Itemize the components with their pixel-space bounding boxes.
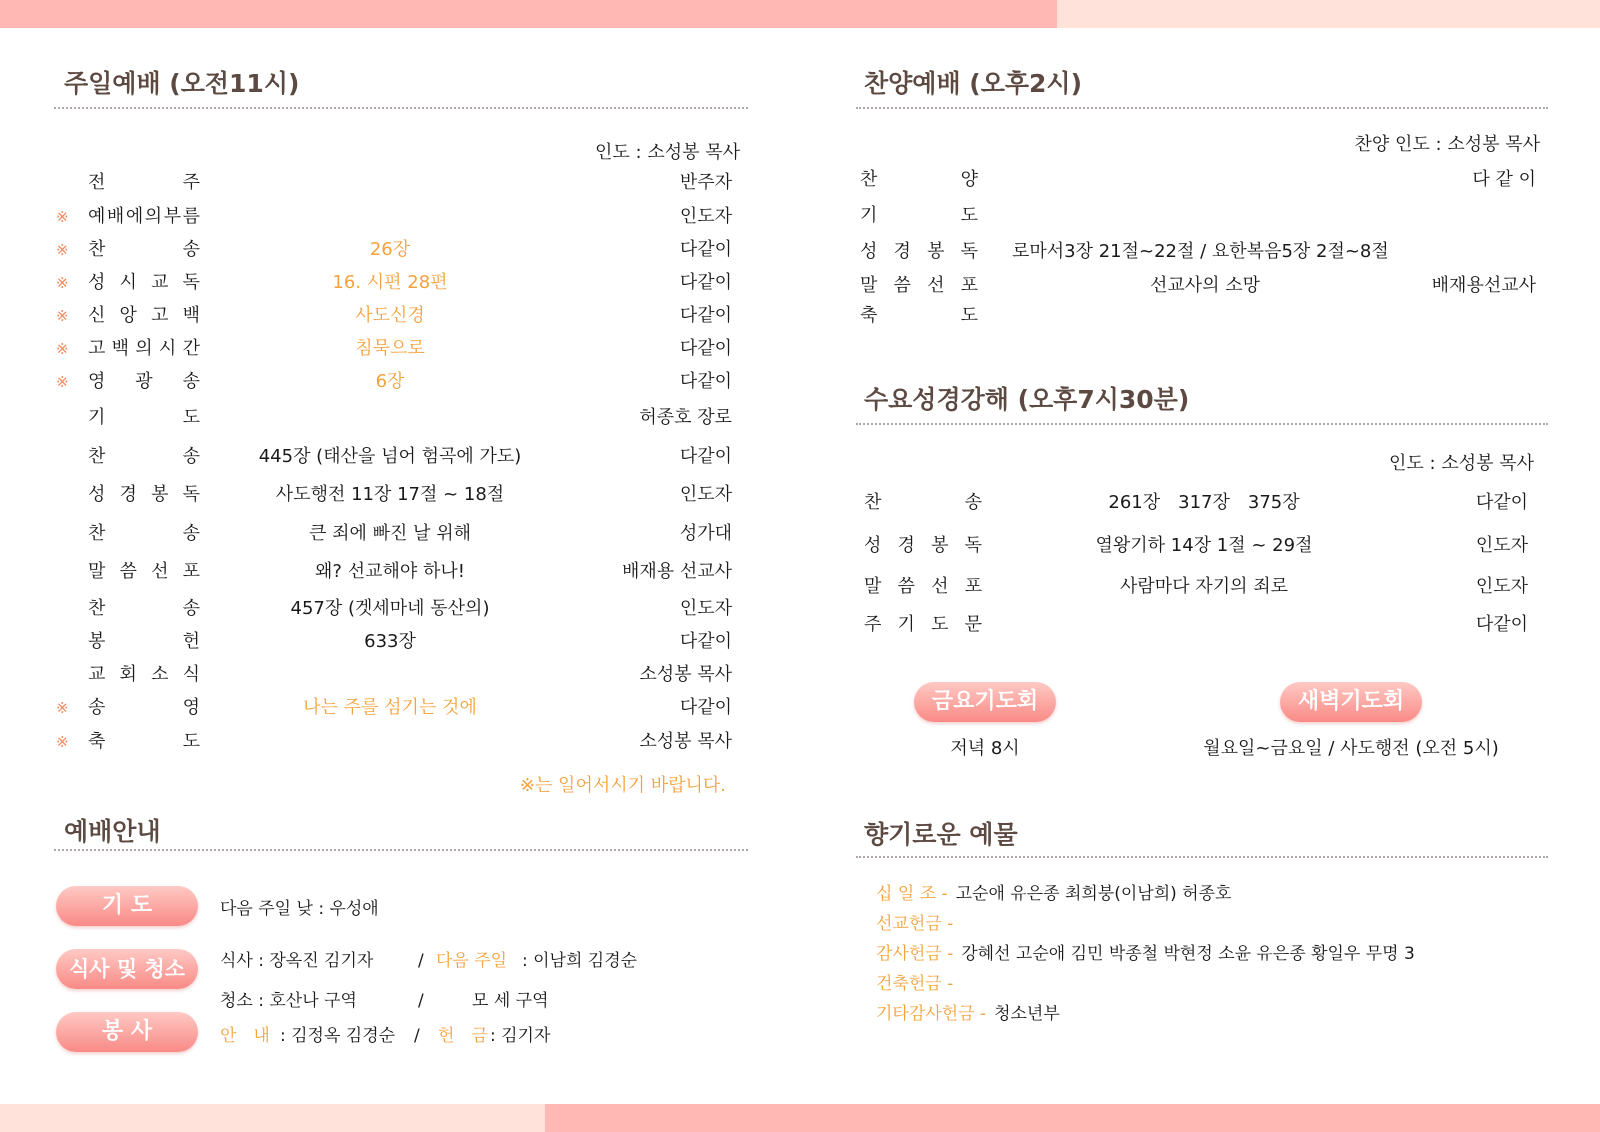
row-person: 인도자: [679, 598, 732, 619]
row-label: [88, 661, 200, 689]
praise-divider: [856, 107, 1548, 109]
label-char: 도: [960, 205, 978, 226]
offerings-title: 향기로운 예물: [864, 820, 1018, 849]
row-label: [860, 302, 978, 330]
row-label: [860, 238, 978, 266]
label-char: 찬: [88, 598, 106, 619]
clean-slash: /: [418, 991, 424, 1011]
row-person: 인도자: [679, 484, 732, 505]
label-char: 찬: [864, 492, 882, 513]
row-label: [88, 628, 200, 656]
row-label: [860, 166, 978, 194]
prayer-text: 다음 주일 낮 : 우성애: [220, 899, 379, 919]
morning-row: [56, 169, 736, 197]
wednesday-row: [864, 532, 1534, 560]
guide-title: 예배안내: [64, 817, 161, 846]
dawn-prayer-pill: 새벽기도회: [1280, 682, 1422, 722]
offering-label: 기타감사헌금 -: [876, 1004, 987, 1024]
wednesday-title: 수요성경강해 (오후7시30분): [864, 385, 1190, 414]
row-label: [88, 368, 200, 396]
offering-label: 선교헌금 -: [876, 914, 954, 934]
offering-names: 고순애 유은종 최희붕(이남희) 허종호: [955, 884, 1232, 904]
row-label: [88, 269, 200, 297]
label-char: 송: [182, 446, 200, 467]
row-label: [88, 520, 200, 548]
offering-row: [876, 1000, 1556, 1028]
morning-row: [56, 236, 736, 264]
label-char: 찬: [88, 239, 106, 260]
row-label: [860, 272, 978, 300]
label-char: 포: [964, 576, 982, 597]
guide-divider: [54, 849, 748, 851]
label-char: 봉: [151, 484, 169, 505]
dawn-prayer-time: 월요일~금요일 / 사도행전 (오전 5시): [1203, 738, 1499, 759]
row-person: 다같이: [679, 305, 732, 326]
offering-label: 건축헌금 -: [876, 974, 954, 994]
row-label: [88, 694, 200, 722]
label-char: 고: [88, 338, 106, 359]
row-person: 다같이: [679, 446, 732, 467]
usher-text: : 김정옥 김경순: [280, 1026, 396, 1046]
morning-row: [56, 694, 736, 722]
praise-row: [860, 202, 1540, 230]
label-char: 송: [182, 523, 200, 544]
label-char: 씀: [897, 576, 915, 597]
morning-row: [56, 558, 736, 586]
label-char: 시: [158, 338, 177, 359]
label-char: 식: [182, 664, 200, 685]
morning-row: [56, 302, 736, 330]
row-label: [88, 558, 200, 586]
offering-label: 십 일 조 -: [876, 884, 948, 904]
bottom-bar-right: [545, 1104, 1600, 1132]
stand-mark: ※: [56, 241, 69, 259]
row-person: 인도자: [679, 206, 732, 227]
label-char: 성: [860, 241, 878, 262]
wednesday-row: [864, 611, 1534, 639]
row-label: [860, 202, 978, 230]
morning-row: [56, 368, 736, 396]
prayer-pill: 기 도: [56, 886, 198, 926]
row-content: 사도신경: [355, 305, 425, 326]
label-char: 름: [182, 206, 200, 227]
row-person: 반주자: [679, 172, 732, 193]
morning-row: [56, 595, 736, 623]
label-char: 도: [931, 614, 949, 635]
row-content: 사도행전 11장 17절 ~ 18절: [275, 484, 505, 505]
row-person: 배재용 선교사: [621, 561, 732, 582]
label-char: 도: [182, 407, 200, 428]
row-content: 로마서3장 21절~22절 / 요한복음5장 2절~8절: [1012, 241, 1389, 262]
label-char: 송: [182, 371, 200, 392]
label-char: 성: [88, 272, 106, 293]
row-label: [88, 302, 200, 330]
morning-row: [56, 404, 736, 432]
service-slash: /: [414, 1026, 420, 1046]
label-char: 말: [864, 576, 882, 597]
label-char: 헌: [182, 631, 200, 652]
row-content: 16. 시편 28편: [332, 272, 448, 293]
label-char: 축: [860, 305, 878, 326]
row-content: 침묵으로: [355, 338, 425, 359]
label-char: 소: [151, 664, 169, 685]
label-char: 주: [864, 614, 882, 635]
standing-note: ※는 일어서시기 바랍니다.: [519, 775, 726, 796]
clean-text: 청소 : 호산나 구역: [220, 991, 357, 1011]
label-char: 회: [119, 664, 137, 685]
label-char: 송: [182, 239, 200, 260]
label-char: 독: [182, 484, 200, 505]
label-char: 영: [88, 371, 106, 392]
label-char: 씀: [119, 561, 137, 582]
label-char: 신: [88, 305, 106, 326]
label-char: 축: [88, 731, 106, 752]
row-content: 큰 죄에 빠진 날 위해: [309, 523, 471, 544]
morning-row: [56, 203, 736, 231]
label-char: 도: [960, 305, 978, 326]
offerings-divider: [856, 856, 1548, 858]
label-char: 간: [182, 338, 200, 359]
label-char: 경: [893, 241, 911, 262]
friday-prayer-pill: 금요기도회: [914, 682, 1056, 722]
row-content: 사람마다 자기의 죄로: [1120, 576, 1288, 597]
label-char: 에: [125, 206, 144, 227]
wednesday-row: [864, 573, 1534, 601]
label-char: 독: [960, 241, 978, 262]
offering-duty-text: : 김기자: [490, 1026, 551, 1046]
meal-slash: /: [418, 951, 424, 971]
stand-mark: ※: [56, 699, 69, 717]
row-content: 26장: [369, 239, 411, 260]
morning-row: [56, 628, 736, 656]
label-char: 문: [964, 614, 982, 635]
stand-mark: ※: [56, 274, 69, 292]
row-person: 다같이: [679, 272, 732, 293]
service-pill: 봉 사: [56, 1012, 198, 1052]
label-char: 배: [106, 206, 125, 227]
label-char: 독: [182, 272, 200, 293]
row-label: [88, 443, 200, 471]
next-sunday-text: : 이남희 김경순: [522, 951, 638, 971]
morning-divider: [54, 107, 748, 109]
label-char: 양: [960, 169, 978, 190]
morning-row: [56, 481, 736, 509]
morning-row: [56, 443, 736, 471]
friday-prayer-time: 저녁 8시: [950, 738, 1020, 759]
offering-label: 감사헌금 -: [876, 944, 954, 964]
row-person: 배재용선교사: [1431, 275, 1536, 296]
label-char: 봉: [931, 535, 949, 556]
label-char: 찬: [88, 446, 106, 467]
row-content: 선교사의 소망: [1149, 275, 1261, 296]
row-content: 445장 (태산을 넘어 험곡에 가도): [258, 446, 522, 467]
stand-mark: ※: [56, 340, 69, 358]
morning-service-title: 주일예배 (오전11시): [64, 69, 300, 98]
clean-next: 모 세 구역: [472, 991, 549, 1011]
row-person: 허종호 장로: [639, 407, 732, 428]
row-label: [88, 595, 200, 623]
offering-names: 강혜선 고순애 김민 박종철 박현정 소윤 유은종 황일우 무명 3: [961, 944, 1415, 964]
label-char: 선: [927, 275, 945, 296]
label-char: 도: [182, 731, 200, 752]
praise-service-title: 찬양예배 (오후2시): [864, 69, 1083, 98]
label-char: 부: [163, 206, 182, 227]
label-char: 백: [182, 305, 200, 326]
label-char: 영: [182, 697, 200, 718]
praise-row: [860, 272, 1540, 300]
row-person: 다같이: [679, 338, 732, 359]
label-char: 시: [119, 272, 137, 293]
wednesday-leader: 인도 : 소성봉 목사: [1389, 453, 1534, 474]
row-person: 소성봉 목사: [639, 664, 732, 685]
row-label: [864, 611, 982, 639]
offering-names: 청소년부: [994, 1004, 1060, 1024]
row-content: 왜? 선교해야 하나!: [315, 561, 465, 582]
offering-row: [876, 910, 1556, 938]
offering-row: [876, 940, 1556, 968]
offering-row: [876, 970, 1556, 998]
label-char: 포: [960, 275, 978, 296]
label-char: 의: [144, 206, 163, 227]
label-char: 전: [88, 172, 106, 193]
label-char: 봉: [927, 241, 945, 262]
morning-row: [56, 728, 736, 756]
top-bar-left: [0, 0, 1057, 28]
row-label: [88, 728, 200, 756]
row-content: 열왕기하 14장 1절 ~ 29절: [1095, 535, 1313, 556]
offering-duty-label: 헌 금: [438, 1026, 488, 1046]
meal-pill: 식사 및 청소: [56, 949, 198, 989]
label-char: 성: [864, 535, 882, 556]
row-person: 다같이: [679, 631, 732, 652]
row-person: 다같이: [679, 239, 732, 260]
stand-mark: ※: [56, 733, 69, 751]
morning-row: [56, 269, 736, 297]
row-label: [88, 335, 200, 363]
usher-label: 안 내: [220, 1026, 270, 1046]
row-person: 다같이: [679, 371, 732, 392]
label-char: 경: [897, 535, 915, 556]
label-char: 선: [931, 576, 949, 597]
label-char: 기: [88, 407, 106, 428]
row-person: 성가대: [679, 523, 732, 544]
wednesday-row: [864, 489, 1534, 517]
label-char: 백: [111, 338, 130, 359]
row-label: [88, 203, 200, 231]
label-char: 예: [88, 206, 106, 227]
praise-leader: 찬양 인도 : 소성봉 목사: [1354, 134, 1540, 155]
morning-row: [56, 520, 736, 548]
row-label: [864, 573, 982, 601]
label-char: 봉: [88, 631, 106, 652]
label-char: 교: [88, 664, 106, 685]
praise-row: [860, 302, 1540, 330]
label-char: 기: [860, 205, 878, 226]
label-char: 송: [964, 492, 982, 513]
label-char: 말: [860, 275, 878, 296]
label-char: 씀: [893, 275, 911, 296]
row-person: 인도자: [1475, 576, 1528, 597]
wednesday-divider: [856, 423, 1548, 425]
label-char: 송: [88, 697, 106, 718]
row-content: 나는 주를 섬기는 것에: [303, 697, 477, 718]
row-label: [864, 489, 982, 517]
label-char: 말: [88, 561, 106, 582]
meal-text: 식사 : 장옥진 김기자: [220, 951, 374, 971]
label-char: 주: [182, 172, 200, 193]
row-label: [864, 532, 982, 560]
praise-row: [860, 238, 1540, 266]
morning-row: [56, 661, 736, 689]
row-content: 457장 (겟세마네 동산의): [290, 598, 490, 619]
row-label: [88, 481, 200, 509]
row-person: 인도자: [1475, 535, 1528, 556]
stand-mark: ※: [56, 208, 69, 226]
morning-leader: 인도 : 소성봉 목사: [595, 142, 740, 163]
label-char: 기: [897, 614, 915, 635]
label-char: 송: [182, 598, 200, 619]
label-char: 광: [135, 371, 153, 392]
offering-row: [876, 880, 1556, 908]
label-char: 찬: [88, 523, 106, 544]
label-char: 찬: [860, 169, 878, 190]
stand-mark: ※: [56, 307, 69, 325]
row-content: 633장: [364, 631, 416, 652]
row-content: 261장 317장 375장: [1108, 492, 1300, 513]
row-person: 다 같 이: [1472, 169, 1536, 190]
row-label: [88, 404, 200, 432]
label-char: 독: [964, 535, 982, 556]
label-char: 포: [182, 561, 200, 582]
row-label: [88, 236, 200, 264]
label-char: 의: [135, 338, 153, 359]
row-label: [88, 169, 200, 197]
praise-row: [860, 166, 1540, 194]
row-person: 다같이: [1475, 614, 1528, 635]
label-char: 고: [151, 305, 169, 326]
row-person: 다같이: [1475, 492, 1528, 513]
morning-row: [56, 335, 736, 363]
label-char: 교: [151, 272, 169, 293]
row-person: 다같이: [679, 697, 732, 718]
label-char: 선: [151, 561, 169, 582]
next-sunday-label: 다음 주일: [436, 951, 508, 971]
top-bar-right: [1057, 0, 1600, 28]
label-char: 성: [88, 484, 106, 505]
bottom-bar-left: [0, 1104, 545, 1132]
row-content: 6장: [375, 371, 405, 392]
label-char: 앙: [119, 305, 137, 326]
row-person: 소성봉 목사: [639, 731, 732, 752]
label-char: 경: [119, 484, 137, 505]
stand-mark: ※: [56, 373, 69, 391]
